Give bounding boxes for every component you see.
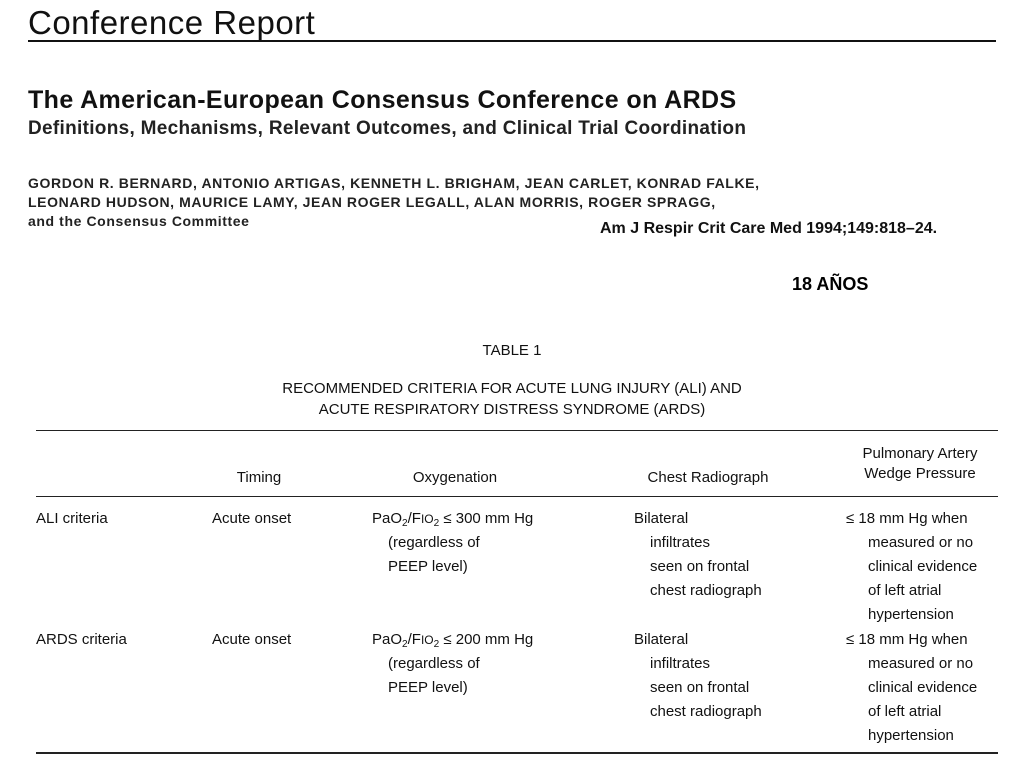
table-top-rule — [36, 430, 998, 431]
row-timing: Acute onset — [212, 510, 292, 527]
annotation-note: 18 AÑOS — [792, 274, 869, 294]
table-caption — [0, 378, 1024, 420]
row-wedge-pressure: ≤ 18 mm Hg when measured or no clinical evidence of left atrial hypertension — [846, 510, 978, 623]
row-oxygenation: $PaO_2/FIO_2 \le 300$ mm Hg (regardless of PEEP level) — [372, 510, 534, 575]
table-header-rule — [36, 496, 998, 497]
paper-title: The American-European Consensus Conference on ARDS — [28, 86, 737, 114]
table-label: TABLE 1 — [482, 342, 542, 359]
table-bottom-rule — [36, 752, 998, 754]
row-timing: Acute onset — [212, 631, 292, 648]
row-oxygenation: $PaO_2/FIO_2 \le 200$ mm Hg (regardless of PEEP level) — [372, 631, 534, 696]
header-wedge-line: Wedge Pressure — [864, 465, 976, 482]
header-timing: Timing — [236, 469, 282, 486]
row-wedge-pressure: ≤ 18 mm Hg when measured or no clinical evidence of left atrial hypertension — [846, 631, 978, 744]
caption-line: RECOMMENDED CRITERIA FOR ACUTE LUNG INJURY (ALI) AND — [282, 380, 742, 397]
journal-citation: Am J Respir Crit Care Med 1994;149:818–24. — [600, 220, 938, 237]
header-wedge-pressure — [836, 444, 1004, 484]
header-rule — [28, 40, 996, 42]
row-criteria: ARDS criteria — [36, 631, 127, 648]
author-line: GORDON R. BERNARD, ANTONIO ARTIGAS, KENNETH L. BRIGHAM, JEAN CARLET, KONRAD FALKE, — [28, 175, 760, 191]
section-title: Conference Report — [28, 4, 316, 41]
row-chest-radiograph: Bilateral infiltrates seen on frontal chest radiograph — [634, 631, 762, 720]
header-oxygenation: Oxygenation — [412, 469, 498, 486]
header-chest-radiograph: Chest Radiograph — [647, 469, 769, 486]
row-chest-radiograph: Bilateral infiltrates seen on frontal chest radiograph — [634, 510, 762, 599]
row-criteria: ALI criteria — [36, 510, 108, 527]
header-wedge-line: Pulmonary Artery — [862, 445, 978, 462]
author-line: LEONARD HUDSON, MAURICE LAMY, JEAN ROGER LEGALL, ALAN MORRIS, ROGER SPRAGG, — [28, 194, 716, 210]
paper-subtitle: Definitions, Mechanisms, Relevant Outcomes, and Clinical Trial Coordination — [28, 118, 747, 139]
author-line: and the Consensus Committee — [28, 213, 250, 229]
caption-line: ACUTE RESPIRATORY DISTRESS SYNDROME (ARDS) — [318, 401, 706, 418]
